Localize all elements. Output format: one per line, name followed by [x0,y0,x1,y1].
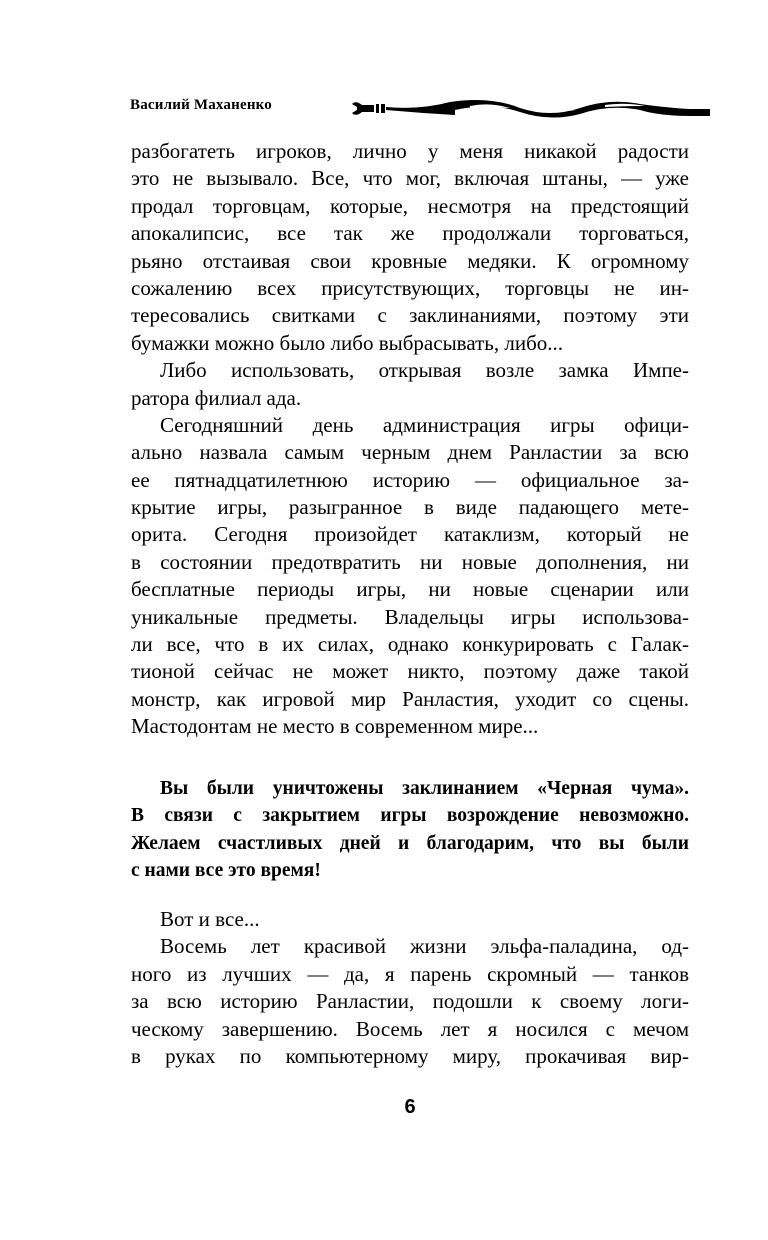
text-line: разбогатеть игроков, лично у меня никакой радости [131,139,689,163]
text-line: тионой сейчас не может никто, поэтому даже такой [131,659,689,684]
text-line: Вы были уничтожены заклинанием «Черная чума». [160,778,689,799]
text-line: тересовались свитками с заклинаниями, поэтому эти [131,303,689,328]
paragraph [131,933,689,1070]
text-line: крытие игры, разыгранное в виде падающего мете- [131,495,689,520]
text-block-ending [131,906,689,1070]
text-line: ально назвала самым черным днем Ранластии за всю [131,440,689,465]
text-line: ратора филиал ада. [131,385,302,410]
text-line: уникальные предметы. Владельцы игры использова- [131,604,689,629]
text-line: В связи с закрытием игры возрождение невозможно. [131,805,689,827]
paragraph [131,412,689,741]
text-line: ее пятнадцатилетнюю историю — официальное за- [131,467,689,492]
paragraph [131,906,689,933]
text-line: бумажки можно было либо выбрасывать, либо... [131,330,563,355]
text-line: бесплатные периоды игры, ни новые сценарии или [131,577,689,602]
text-line: сожалению всех присутствующих, торговцы не ин- [131,275,689,300]
text-line: апокалипсис, все так же продолжали торговаться, [131,221,689,246]
page-number: 6 [404,1096,416,1118]
text-line: Желаем счастливых дней и благодарим, что вы были [131,832,689,854]
text-line: монстр, как игровой мир Ранластия, уходит со сцены. [131,686,689,711]
text-line: в руках по компьютерному миру, прокачивая вир- [131,1043,689,1068]
text-line: ного из лучших — да, я парень скромный — танков [131,961,689,986]
game-system-message [131,775,689,885]
text-line: Вот и все... [160,907,260,931]
text-line: ли все, что в их силах, однако конкурировать с Галак- [131,632,689,657]
text-line: в состоянии предотвратить ни новые дополнения, ни [131,549,689,574]
text-line: Сегодняшний день администрация игры офици- [160,412,689,437]
text-line: орита. Сегодня произойдет катаклизм, который не [131,522,689,547]
text-line: с нами все это время! [131,860,321,882]
text-line: рьяно отстаивая свои кровные медяки. К огромному [131,248,689,273]
running-header-author: Василий Маханенко [130,97,273,113]
text-line: это не вызывало. Все, что мог, включая штаны, — уже [131,166,689,191]
paragraph [131,357,689,412]
text-line: Либо использовать, открывая возле замка Импе- [160,358,689,383]
text-block-main [131,138,689,741]
twisted-rope-ornament-icon [350,96,712,120]
text-line: Восемь лет красивой жизни эльфа-паладина, од- [160,934,689,959]
text-line: продал торговцам, которые, несмотря на предстоящий [131,193,689,218]
text-line: Мастодонтам не место в современном мире... [131,714,539,739]
text-line: за всю историю Ранластии, подошли к своему логи- [131,989,689,1014]
paragraph [131,775,689,885]
paragraph [131,138,689,357]
text-line: ческому завершению. Восемь лет я носился с мечом [131,1016,689,1041]
